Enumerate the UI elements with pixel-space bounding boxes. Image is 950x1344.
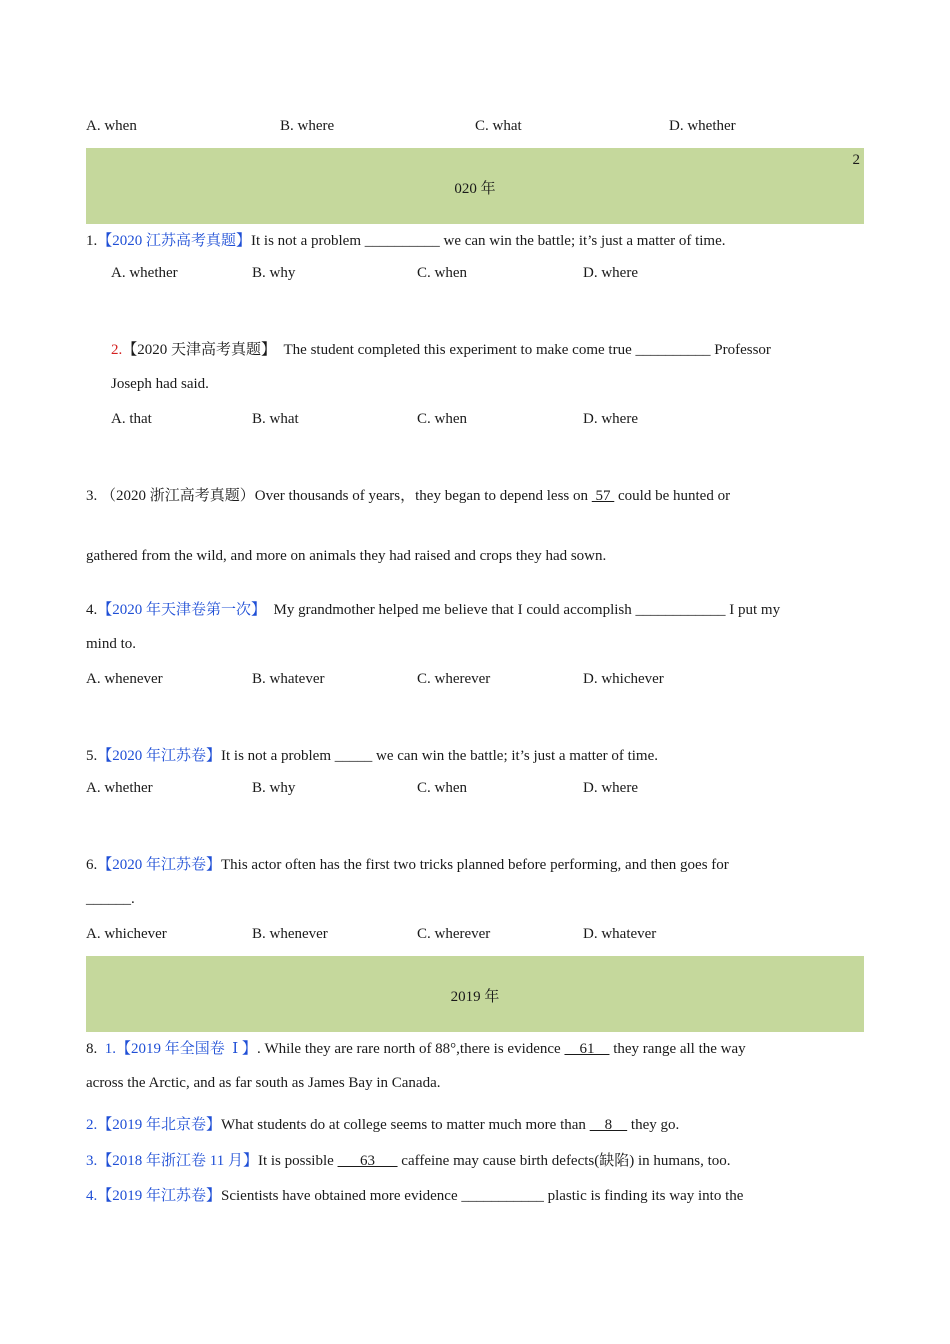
section-title-2020: 020 年	[454, 181, 496, 197]
question-source-tag: 【2020 年江苏卷】	[97, 857, 222, 873]
option-c: C. wherever	[417, 671, 491, 687]
question-source-tag: 【2020 江苏高考真题】	[97, 233, 252, 249]
question-9	[86, 1113, 679, 1134]
question-6	[86, 853, 729, 874]
option-a: A. whether	[86, 780, 153, 796]
question-text: It is not a problem __________ we can win the battle; it’s just a matter of time.	[251, 233, 726, 249]
question-1-options	[111, 265, 871, 285]
question-text: It is not a problem _____ we can win the battle; it’s just a matter of time.	[221, 748, 659, 764]
question-text: My grandmother helped me believe that I could accomplish ____________ I put my	[266, 602, 781, 618]
option-a: A. when	[86, 118, 137, 134]
question-source-tag: 3.【2018 年浙江卷 11 月】	[86, 1153, 258, 1169]
option-d: D. where	[583, 411, 638, 427]
question-text-end: they range all the way	[609, 1041, 746, 1057]
option-a: A. whichever	[86, 926, 167, 942]
question-text: This actor often has the first two tricks planned before performing, and then goes for	[221, 857, 729, 873]
option-a: A. whether	[111, 265, 178, 281]
option-d: D. where	[583, 780, 638, 796]
question-10	[86, 1149, 731, 1170]
question-2-options	[111, 411, 871, 431]
option-c: C. when	[417, 780, 467, 796]
option-b: B. what	[252, 411, 299, 427]
question-source-tag: 2.【2019 年北京卷】	[86, 1117, 222, 1133]
question-2	[111, 338, 771, 359]
answer-blank: 57	[591, 488, 615, 504]
answer-blank: 8	[589, 1117, 628, 1133]
answer-blank: 63	[337, 1153, 398, 1169]
question-11	[86, 1184, 743, 1205]
page-number: 2	[852, 152, 860, 168]
question-1	[86, 229, 726, 250]
question-2-continued: Joseph had said.	[111, 376, 209, 392]
section-title-2019: 2019 年	[450, 989, 500, 1005]
question-text: . While they are rare north of 88°,there is evidence	[256, 1041, 565, 1057]
question-text: It is possible	[257, 1153, 338, 1169]
option-c: C. what	[475, 118, 522, 134]
option-b: B. whatever	[252, 671, 325, 687]
question-text: 3. （2020 浙江高考真题）Over thousands of years，they began to depend less on	[86, 488, 592, 504]
question-4-continued: mind to.	[86, 636, 137, 652]
question-number: 6.	[86, 857, 98, 873]
question-text-end: caffeine may cause birth defects(缺陷) in humans, too.	[397, 1153, 731, 1169]
option-a: A. that	[111, 411, 152, 427]
question-5	[86, 744, 658, 765]
option-b: B. why	[252, 780, 296, 796]
top-options	[86, 118, 846, 138]
question-text: The student completed this experiment to make come true __________ Professor	[276, 342, 771, 358]
section-header-2020	[86, 148, 864, 224]
question-6-options	[86, 926, 846, 946]
question-number: 4.	[86, 602, 98, 618]
option-d: D. whether	[669, 118, 736, 134]
question-source-tag: 【2020 天津高考真题】	[122, 342, 277, 358]
question-text: Scientists have obtained more evidence ___________ plastic is finding its way into the	[221, 1188, 744, 1204]
option-b: B. whenever	[252, 926, 328, 942]
question-4	[86, 598, 780, 619]
question-text: What students do at college seems to matter much more than	[221, 1117, 590, 1133]
option-b: B. where	[280, 118, 335, 134]
option-b: B. why	[252, 265, 296, 281]
question-8	[86, 1037, 746, 1058]
option-a: A. whenever	[86, 671, 163, 687]
option-d: D. whatever	[583, 926, 657, 942]
question-text-end: they go.	[627, 1117, 680, 1133]
question-8-continued: across the Arctic, and as far south as James Bay in Canada.	[86, 1075, 441, 1091]
question-3	[86, 484, 730, 505]
option-d: D. whichever	[583, 671, 664, 687]
option-c: C. when	[417, 265, 467, 281]
question-5-options	[86, 780, 846, 800]
question-4-options	[86, 671, 846, 691]
question-3-continued: gathered from the wild, and more on animals they had raised and crops they had sown.	[86, 548, 607, 564]
answer-blank: 61	[564, 1041, 610, 1057]
question-source-tag: 【2020 年江苏卷】	[97, 748, 222, 764]
question-6-continued: ______.	[86, 891, 135, 907]
question-number: 1.	[86, 233, 98, 249]
section-header-2019	[86, 956, 864, 1032]
question-source-tag: 【2020 年天津卷第一次】	[97, 602, 267, 618]
option-c: C. wherever	[417, 926, 491, 942]
question-number: 8.	[86, 1041, 105, 1057]
question-source-tag: 1.【2019 年全国卷 Ⅰ 】	[104, 1041, 257, 1057]
option-c: C. when	[417, 411, 467, 427]
question-text-end: could be hunted or	[614, 488, 731, 504]
option-d: D. where	[583, 265, 638, 281]
question-number: 2.	[111, 342, 123, 358]
question-source-tag: 4.【2019 年江苏卷】	[86, 1188, 222, 1204]
question-number: 5.	[86, 748, 98, 764]
